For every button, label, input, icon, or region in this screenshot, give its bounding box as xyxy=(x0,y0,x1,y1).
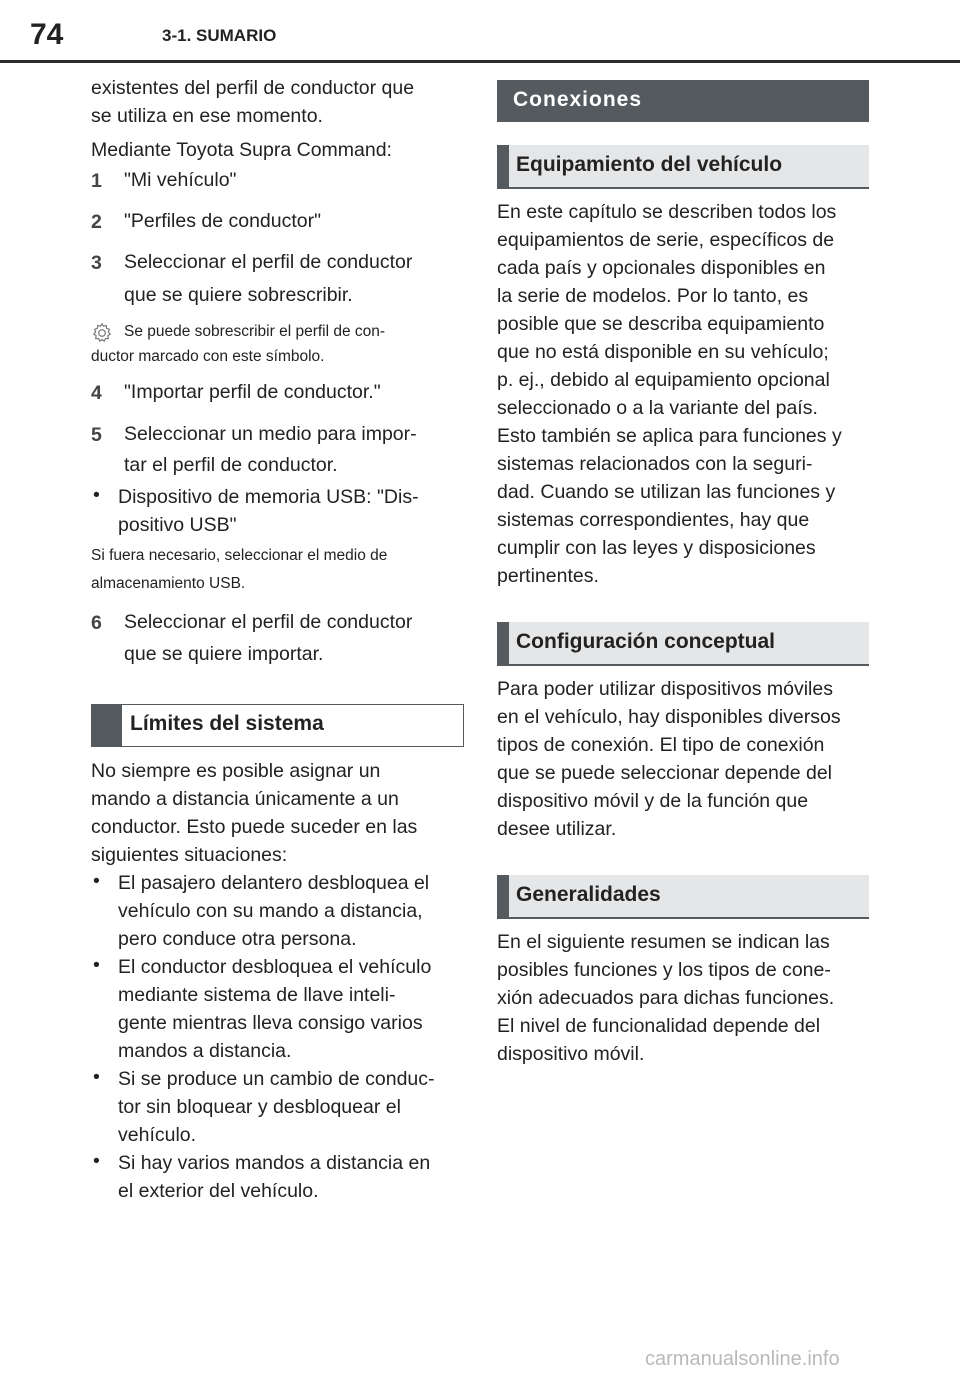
step-text: "Perfiles de conductor" xyxy=(124,210,322,232)
step-text: tar el perfil de conductor. xyxy=(124,454,338,476)
bullet-text: vehículo. xyxy=(118,1124,197,1146)
bullet-text: mandos a distancia. xyxy=(118,1040,292,1062)
paragraph-line: Esto también se aplica para funciones y xyxy=(497,425,842,447)
paragraph-line: En el siguiente resumen se indican las xyxy=(497,931,830,953)
step-number: 4 xyxy=(91,382,102,404)
paragraph-line: p. ej., debido al equipamiento opcional xyxy=(497,369,830,391)
bullet-text: El conductor desbloquea el vehículo xyxy=(118,956,432,978)
bullet: • xyxy=(93,1066,100,1088)
watermark: carmanualsonline.info xyxy=(645,1348,840,1370)
step-number: 2 xyxy=(91,211,102,233)
paragraph-line: Mediante Toyota Supra Command: xyxy=(91,139,392,161)
page-header xyxy=(0,0,960,70)
step-number: 3 xyxy=(91,252,102,274)
paragraph-line: siguientes situaciones: xyxy=(91,844,288,866)
paragraph-line: dispositivo móvil y de la función que xyxy=(497,790,809,812)
section-heading-text: Límites del sistema xyxy=(130,712,324,735)
step-number: 1 xyxy=(91,170,102,192)
paragraph-line: posible que se describa equipamiento xyxy=(497,313,825,335)
small-note: Si fuera necesario, seleccionar el medio de xyxy=(91,547,388,564)
paragraph-line: equipamientos de serie, específicos de xyxy=(497,229,835,251)
chapter-heading xyxy=(497,80,869,122)
section-heading-limits xyxy=(91,704,464,747)
note-text: Se puede sobrescribir el perfil de con- xyxy=(124,323,386,340)
paragraph-line: mando a distancia únicamente a un xyxy=(91,788,399,810)
bullet: • xyxy=(93,484,100,506)
section-heading-text: Equipamiento del vehículo xyxy=(516,153,783,176)
paragraph-line: seleccionado o a la variante del país. xyxy=(497,397,818,419)
paragraph-line: xión adecuados para dichas funciones. xyxy=(497,987,835,1009)
paragraph-line: existentes del perfil de conductor que xyxy=(91,77,415,99)
paragraph-line: No siempre es posible asignar un xyxy=(91,760,381,782)
section-heading-configuracion xyxy=(497,622,869,666)
note-text: ductor marcado con este símbolo. xyxy=(91,348,325,365)
bullet-text: positivo USB" xyxy=(118,514,237,536)
paragraph-line: cada país y opcionales disponibles en xyxy=(497,257,826,279)
step-text: "Mi vehículo" xyxy=(124,169,237,191)
paragraph-line: tipos de conexión. El tipo de conexión xyxy=(497,734,825,756)
paragraph-line: se utiliza en ese momento. xyxy=(91,105,323,127)
page-number: 74 xyxy=(30,18,64,51)
section-label: 3-1. SUMARIO xyxy=(162,26,277,45)
bullet-text: pero conduce otra persona. xyxy=(118,928,357,950)
header-divider xyxy=(0,60,960,63)
paragraph-line: sistemas relacionados con la seguri- xyxy=(497,453,813,475)
paragraph-line: la serie de modelos. Por lo tanto, es xyxy=(497,285,809,307)
paragraph-line: desee utilizar. xyxy=(497,818,617,840)
bullet: • xyxy=(93,870,100,892)
paragraph-line: pertinentes. xyxy=(497,565,599,587)
paragraph-line: sistemas correspondientes, hay que xyxy=(497,509,810,531)
paragraph-line: que se puede seleccionar depende del xyxy=(497,762,833,784)
step-text: que se quiere importar. xyxy=(124,643,324,665)
bullet-text: tor sin bloquear y desbloquear el xyxy=(118,1096,401,1118)
bullet-text: gente mientras lleva consigo varios xyxy=(118,1012,423,1034)
paragraph-line: conductor. Esto puede suceder en las xyxy=(91,816,418,838)
step-number: 5 xyxy=(91,424,102,446)
paragraph-line: en el vehículo, hay disponibles diversos xyxy=(497,706,841,728)
section-heading-equipamiento xyxy=(497,145,869,189)
paragraph-line: dispositivo móvil. xyxy=(497,1043,645,1065)
step-number: 6 xyxy=(91,612,102,634)
heading-marker xyxy=(92,705,122,746)
paragraph-line: En este capítulo se describen todos los xyxy=(497,201,837,223)
step-text: Seleccionar un medio para impor- xyxy=(124,423,417,445)
gear-icon xyxy=(91,322,113,344)
bullet-text: El pasajero delantero desbloquea el xyxy=(118,872,430,894)
bullet-text: vehículo con su mando a distancia, xyxy=(118,900,423,922)
paragraph-line: que no está disponible en su vehículo; xyxy=(497,341,829,363)
bullet: • xyxy=(93,954,100,976)
chapter-heading-text: Conexiones xyxy=(513,88,643,111)
bullet-text: Dispositivo de memoria USB: "Dis- xyxy=(118,486,419,508)
step-text: que se quiere sobrescribir. xyxy=(124,284,353,306)
section-heading-generalidades xyxy=(497,875,869,919)
step-text: Seleccionar el perfil de conductor xyxy=(124,251,413,273)
section-heading-text: Configuración conceptual xyxy=(516,630,776,653)
bullet-text: mediante sistema de llave inteli- xyxy=(118,984,396,1006)
step-text: "Importar perfil de conductor." xyxy=(124,381,381,403)
paragraph-line: cumplir con las leyes y disposiciones xyxy=(497,537,816,559)
small-note: almacenamiento USB. xyxy=(91,575,246,592)
paragraph-line: posibles funciones y los tipos de cone- xyxy=(497,959,831,981)
bullet: • xyxy=(93,1150,100,1172)
bullet-text: el exterior del vehículo. xyxy=(118,1180,319,1202)
paragraph-line: El nivel de funcionalidad depende del xyxy=(497,1015,821,1037)
paragraph-line: Para poder utilizar dispositivos móviles xyxy=(497,678,833,700)
paragraph-line: dad. Cuando se utilizan las funciones y xyxy=(497,481,836,503)
bullet-text: Si se produce un cambio de conduc- xyxy=(118,1068,435,1090)
section-heading-text: Generalidades xyxy=(516,883,661,906)
bullet-text: Si hay varios mandos a distancia en xyxy=(118,1152,431,1174)
step-text: Seleccionar el perfil de conductor xyxy=(124,611,413,633)
